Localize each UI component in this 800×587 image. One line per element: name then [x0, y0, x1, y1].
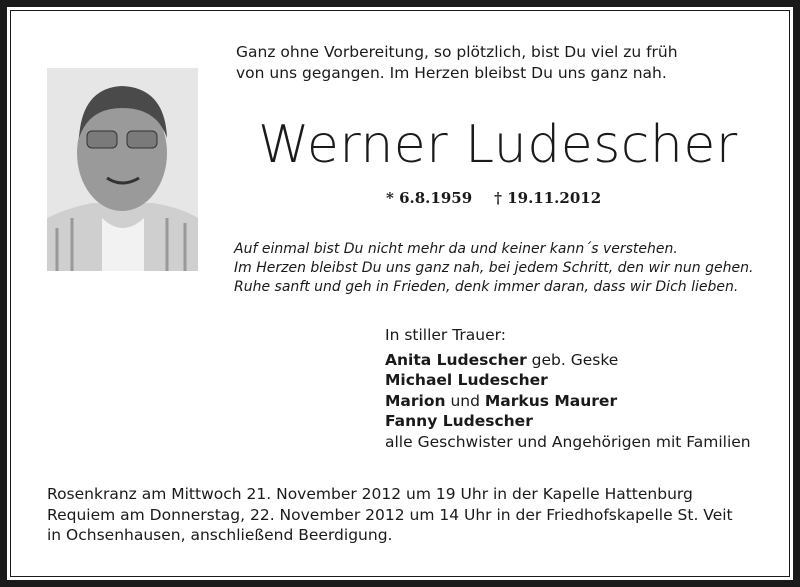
life-dates	[386, 188, 601, 209]
mourner-name: Fanny Ludescher	[385, 412, 533, 430]
poem	[234, 240, 753, 297]
mourner	[385, 350, 751, 371]
mourner-name: Marion	[385, 391, 446, 410]
service-line: Requiem am Donnerstag, 22. November 2012 um 14 Uhr in der Friedhofskapelle St. Veit	[47, 505, 733, 524]
intro-line: Ganz ohne Vorbereitung, so plötzlich, bist Du viel zu früh	[236, 43, 678, 61]
mourner-name: Michael Ludescher	[385, 371, 548, 389]
intro-text	[236, 42, 678, 83]
mourner	[385, 411, 751, 432]
poem-line: Ruhe sanft und geh in Frieden, denk immer daran, dass wir Dich lieben.	[234, 279, 739, 295]
birth-date: * 6.8.1959	[386, 189, 473, 207]
mourners-list	[385, 325, 751, 452]
service-info	[47, 484, 733, 546]
service-line: Rosenkranz am Mittwoch 21. November 2012 um 19 Uhr in der Kapelle Hattenburg	[47, 485, 693, 503]
mourner-suffix: geb. Geske	[526, 350, 619, 369]
mourner	[385, 370, 751, 391]
poem-line: Auf einmal bist Du nicht mehr da und keiner kann´s verstehen.	[234, 241, 678, 257]
mourner-others: alle Geschwister und Angehörigen mit Familien	[385, 432, 751, 451]
death-date: † 19.11.2012	[494, 189, 602, 207]
deceased-name: Werner Ludescher	[258, 115, 738, 175]
service-line: in Ochsenhausen, anschließend Beerdigung.	[47, 526, 393, 544]
mourner	[385, 391, 751, 412]
mourner-name: Markus Maurer	[484, 391, 618, 410]
conjunction: und	[445, 391, 485, 410]
mourners-heading: In stiller Trauer:	[385, 326, 506, 344]
portrait-photo	[47, 68, 198, 271]
intro-line: von uns gegangen. Im Herzen bleibst Du uns ganz nah.	[236, 63, 667, 82]
poem-line: Im Herzen bleibst Du uns ganz nah, bei jedem Schritt, den wir nun gehen.	[234, 260, 754, 276]
mourner-name: Anita Ludescher	[385, 350, 527, 369]
